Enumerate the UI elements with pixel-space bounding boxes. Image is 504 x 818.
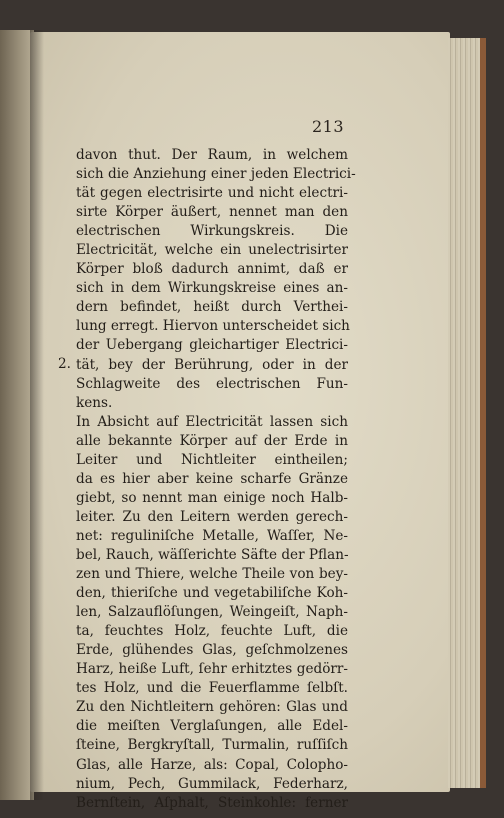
- text-line: sich die Anziehung einer jeden Electrici-: [76, 166, 356, 183]
- text-line: da es hier aber keine scharfe Gränze: [76, 470, 348, 487]
- text-line: nium, Pech, Gummilack, Federharz,: [76, 775, 348, 792]
- text-line: davon thut. Der Raum, in welchem: [76, 147, 348, 163]
- page-stack-edge: [448, 38, 486, 788]
- text-line: giebt, so nennt man einige noch Halb-: [76, 489, 348, 506]
- text-line: die meiſten Verglaſungen, alle Edel-: [76, 718, 348, 735]
- text-line: Erde, glühendes Glas, geſchmolzenes: [76, 642, 348, 659]
- text-line: der Uebergang gleichartiger Electrici-: [76, 337, 348, 354]
- text-line: leiter. Zu den Leitern werden gerech-: [76, 508, 348, 525]
- text-line: zen und Thiere, welche Theile von bey-: [76, 566, 348, 583]
- page-number: 213: [312, 117, 345, 136]
- text-line: Electricität, welche ein unelectrisirter: [76, 242, 348, 259]
- text-line: len, Salzauflöſungen, Weingeiſt, Naph-: [76, 604, 348, 621]
- text-line: tät, bey der Berührung, oder in der: [76, 356, 348, 373]
- text-line: Harz, heiße Luft, ſehr erhitztes gedörr-: [76, 661, 348, 678]
- text-line: Körper bloß dadurch annimt, daß er: [76, 261, 348, 278]
- text-line: sirte Körper äußert, nennet man den: [76, 204, 348, 221]
- spine-shadow: [30, 30, 44, 800]
- text-line: dern befindet, heißt durch Verthei-: [76, 299, 348, 316]
- text-line: lung erregt. Hiervon unterscheidet sich: [76, 318, 350, 335]
- text-line: ſteine, Bergkryſtall, Turmalin, ruſſiſch: [76, 737, 348, 754]
- text-line: ta, feuchtes Holz, feuchte Luft, die: [76, 623, 348, 640]
- text-line: tät gegen electrisirte und nicht electri-: [76, 185, 348, 202]
- text-line: Bernſtein, Aſphalt, Steinkohle: ferner: [76, 794, 348, 811]
- text-line: tes Holz, und die Feuerflamme ſelbſt.: [76, 680, 348, 697]
- text-line: den, thieriſche und vegetabiliſche Koh-: [76, 585, 348, 602]
- text-line: Glas, alle Harze, als: Copal, Colopho-: [76, 756, 348, 773]
- text-line: In Absicht auf Electricität lassen sich: [76, 413, 348, 430]
- text-line: net: reguliniſche Metalle, Waſſer, Ne-: [76, 527, 348, 544]
- body-text: [76, 146, 356, 813]
- text-line: Zu den Nichtleitern gehören: Glas und: [76, 699, 348, 716]
- text-line: Leiter und Nichtleiter eintheilen;: [76, 451, 348, 468]
- text-line: electrischen Wirkungskreis. Die: [76, 223, 348, 240]
- facing-page-edge: [0, 30, 34, 800]
- text-line: bel, Rauch, wäſſerichte Säfte der Pflan-: [76, 546, 349, 563]
- text-line: sich in dem Wirkungskreise eines an-: [76, 280, 348, 297]
- paragraph-number: 2.: [58, 356, 71, 372]
- text-line: alle bekannte Körper auf der Erde in: [76, 432, 348, 449]
- text-line: Schlagweite des electrischen Fun-: [76, 375, 348, 392]
- text-line: kens.: [76, 394, 113, 411]
